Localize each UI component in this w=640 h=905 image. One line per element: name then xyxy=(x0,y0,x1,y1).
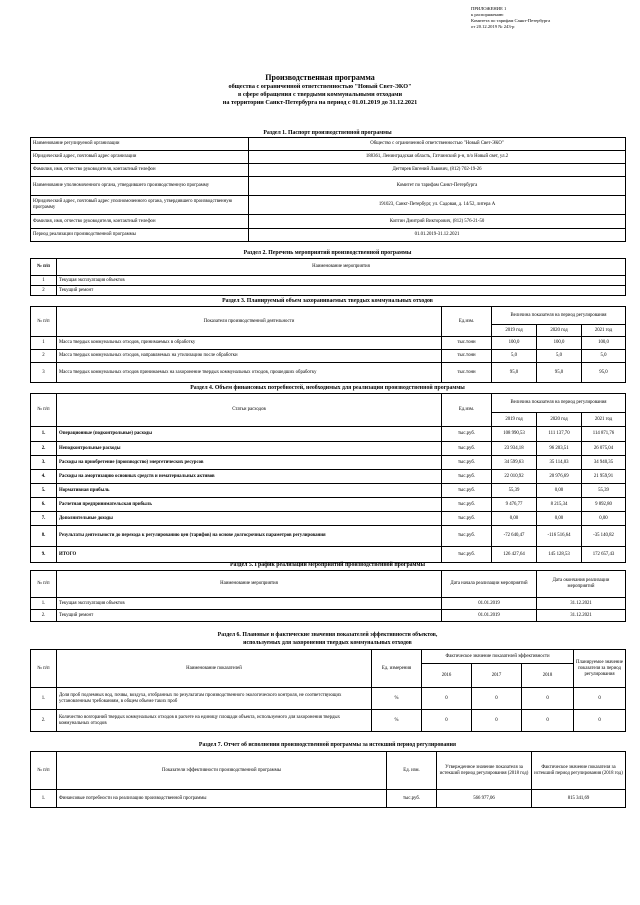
col-header-year: 2021 год xyxy=(582,413,626,427)
cell-name: Операционные (подконтрольные) расходы xyxy=(57,427,442,442)
cell-num: 3 xyxy=(31,363,57,383)
cell-num: 2 xyxy=(31,350,57,363)
cell-unit: тыс.руб. xyxy=(387,790,437,808)
col-header-unit: Ед. изм. xyxy=(387,752,437,790)
cell-start: 01.01.2019 xyxy=(442,598,537,610)
col-header-num: № п/п xyxy=(31,394,57,427)
title-main: Производственная программа xyxy=(265,73,375,82)
cell-num: 4. xyxy=(31,470,57,484)
cell-value: 566 977,06 xyxy=(437,790,532,808)
cell-unit: тыс.руб. xyxy=(442,427,492,442)
col-header-num: № п/п xyxy=(31,259,57,276)
cell-num: 6. xyxy=(31,498,57,512)
cell-num: 1. xyxy=(31,688,57,710)
cell-unit: тыс.руб. xyxy=(442,526,492,547)
title-line: на территории Санкт-Петербурга на период с 01.01.2019 до 31.12.2021 xyxy=(222,99,418,106)
row-value: Комитет по тарифам Санкт-Петербурга xyxy=(249,177,626,196)
col-header-group: Величина показателя на период регулирования xyxy=(492,394,626,413)
cell-name: ИТОГО xyxy=(57,547,442,563)
col-header-year: 2021 год xyxy=(582,325,626,337)
table-row xyxy=(31,710,626,732)
col-header-num: № п/п xyxy=(31,650,57,688)
col-header-unit: Ед. измерения xyxy=(372,650,422,688)
cell-name: Неподконтрольные расходы xyxy=(57,442,442,456)
cell-value: 100,0 xyxy=(492,337,537,350)
row-value: 191023, Санкт-Петербург, ул. Садовая, д. 14/52, литера А xyxy=(249,196,626,215)
cell-end: 31.12.2021 xyxy=(537,598,626,610)
col-header-plan: Планируемое значение показателя за период регулирования xyxy=(574,650,626,688)
row-value: 188361, Ленинградская область, Гатчинский р-н, п/о Новый свет, ул.2 xyxy=(249,151,626,164)
col-header-unit: Ед.изм. xyxy=(442,307,492,337)
title-line: общества с ограниченной ответственностью "Новый Свет-ЭКО" xyxy=(228,83,412,90)
cell-name: Дополнительные доходы xyxy=(57,512,442,526)
cell-value: -72 640,47 xyxy=(492,526,537,547)
row-label: Наименование уполномоченного органа, утвердившего производственную программу xyxy=(31,177,249,196)
row-label: Фамилия, имя, отчество руководителя, контактный телефон xyxy=(31,164,249,177)
row-value: Коптин Дмитрий Викторович, (812) 576-21-50 xyxy=(249,215,626,229)
col-header-num: № п/п xyxy=(31,752,57,790)
table-row xyxy=(31,790,626,808)
section-1-title: Раздел 1. Паспорт производственной программы xyxy=(263,130,392,136)
cell-num: 2. xyxy=(31,710,57,732)
cell-num: 7. xyxy=(31,512,57,526)
cell-name: Масса твердых коммунальных отходов, принимаемых в обработку xyxy=(57,337,442,350)
cell-value: 26 075,04 xyxy=(582,442,626,456)
row-label: Юридический адрес, почтовый адрес уполномоченного органа, утвердившего производственную программу xyxy=(31,196,249,215)
col-header-num: № п/п xyxy=(31,307,57,337)
cell-value: 95,0 xyxy=(492,363,537,383)
cell-value: 0 xyxy=(574,710,626,732)
col-header-year: 2019 год xyxy=(492,413,537,427)
cell-value: 55,39 xyxy=(582,484,626,498)
table-row xyxy=(31,363,626,383)
table-row xyxy=(31,177,626,196)
cell-value: 95,0 xyxy=(582,363,626,383)
cell-value: 23 934,18 xyxy=(492,442,537,456)
table-row xyxy=(31,427,626,442)
cell-unit: тыс.руб. xyxy=(442,484,492,498)
table-row xyxy=(31,484,626,498)
cell-unit: тыс.тонн xyxy=(442,363,492,383)
cell-value: 0 xyxy=(422,688,472,710)
row-value: 01.01.2019-31.12.2021 xyxy=(249,229,626,242)
table-row xyxy=(31,215,626,229)
cell-end: 31.12.2021 xyxy=(537,610,626,622)
cell-value: 96 203,51 xyxy=(537,442,582,456)
cell-value: 0,00 xyxy=(492,512,537,526)
cell-unit: % xyxy=(372,710,422,732)
row-label: Фамилия, имя, отчество руководителя, контактный телефон xyxy=(31,215,249,229)
col-header-name: Наименование мероприятия xyxy=(57,571,442,598)
cell-value: 111 137,70 xyxy=(537,427,582,442)
schedule-table xyxy=(30,570,626,622)
table-row xyxy=(31,196,626,215)
col-header-year: 2016 xyxy=(422,664,472,688)
cell-value: 0 xyxy=(472,710,522,732)
cell-unit: тыс.тонн xyxy=(442,350,492,363)
cell-value: 114 871,76 xyxy=(582,427,626,442)
cell-num: 2. xyxy=(31,610,57,622)
cell-num: 1 xyxy=(31,337,57,350)
col-header-name: Показатели эффективности производственной программы xyxy=(57,752,387,790)
col-header-end: Дата окончания реализации мероприятий xyxy=(537,571,626,598)
row-value: Дегтярев Евгений Львович, (812) 702-19-26 xyxy=(249,164,626,177)
table-row xyxy=(31,164,626,177)
cell-value: 34 940,35 xyxy=(582,456,626,470)
col-header-unit: Ед.изм. xyxy=(442,394,492,427)
cell-num: 2 xyxy=(31,286,57,296)
cell-name: Текущий ремонт xyxy=(57,286,626,296)
cell-value: 8 215,34 xyxy=(537,498,582,512)
table-row xyxy=(31,598,626,610)
cell-name: Финансовые потребности на реализацию производственной программы xyxy=(57,790,387,808)
col-header-group: Фактическое значение показателей эффективности xyxy=(422,650,574,664)
col-header-start: Дата начала реализации мероприятий xyxy=(442,571,537,598)
cell-num: 1. xyxy=(31,790,57,808)
cell-value: 0 xyxy=(522,688,574,710)
col-header-name: Наименование показателей xyxy=(57,650,372,688)
section-6-title: Раздел 6. Плановые и фактические значения показателей эффективности объектов, xyxy=(217,632,438,638)
table-row xyxy=(31,512,626,526)
cell-unit: тыс.руб. xyxy=(442,442,492,456)
cell-name: Доля проб подземных вод, почвы, воздуха, отобранных по результатам производственного экологического контроля, не соответствующих установленным требованиям, в общем объеме таких проб xyxy=(57,688,372,710)
col-header-actual: Фактическое значение показателя за истекший период регулирования (2018 год) xyxy=(532,752,626,790)
finance-table xyxy=(30,393,626,563)
volume-table xyxy=(30,306,626,383)
table-row xyxy=(31,442,626,456)
cell-num: 2. xyxy=(31,442,57,456)
cell-value: 815 341,69 xyxy=(532,790,626,808)
cell-value: 108 990,53 xyxy=(492,427,537,442)
section-7-title: Раздел 7. Отчет об исполнении производственной программы за истекший период регулирования xyxy=(198,742,457,748)
col-header-year: 2020 год xyxy=(537,413,582,427)
cell-name: Текущий ремонт xyxy=(57,610,442,622)
cell-value: 172 657,43 xyxy=(582,547,626,563)
table-row xyxy=(31,151,626,164)
cell-value: 100,0 xyxy=(537,337,582,350)
table-row xyxy=(31,526,626,547)
table-row xyxy=(31,229,626,242)
col-header-year: 2017 xyxy=(472,664,522,688)
measures-table xyxy=(30,258,626,296)
cell-num: 9. xyxy=(31,547,57,563)
section-3-title: Раздел 3. Планируемый объем захораниваемых твердых коммунальных отходов xyxy=(222,298,433,304)
cell-num: 1 xyxy=(31,276,57,286)
cell-value: 21 959,91 xyxy=(582,470,626,484)
cell-name: Нормативная прибыль xyxy=(57,484,442,498)
cell-unit: тыс.руб. xyxy=(442,547,492,563)
cell-value: 0,00 xyxy=(537,484,582,498)
section-2-title: Раздел 2. Перечень мероприятий производственной программы xyxy=(243,250,412,256)
table-row xyxy=(31,350,626,363)
cell-value: 126 427,64 xyxy=(492,547,537,563)
table-row xyxy=(31,337,626,350)
row-label: Период реализации производственной программы xyxy=(31,229,249,242)
col-header-year: 2020 год xyxy=(537,325,582,337)
cell-value: -116 516,64 xyxy=(537,526,582,547)
cell-value: 100,0 xyxy=(582,337,626,350)
cell-unit: тыс.руб. xyxy=(442,512,492,526)
cell-unit: тыс.руб. xyxy=(442,470,492,484)
cell-value: 5,0 xyxy=(492,350,537,363)
cell-name: Масса твердых коммунальных отходов, направляемых на утилизацию после обработки xyxy=(57,350,442,363)
cell-unit: тыс.руб. xyxy=(442,456,492,470)
cell-name: Масса твердых коммунальных отходов принимаемых на захоронение твердых коммунальных отходов, прошедших обработку xyxy=(57,363,442,383)
row-label: Наименование регулируемой организации xyxy=(31,138,249,151)
cell-start: 01.01.2019 xyxy=(442,610,537,622)
cell-name: Расходы на приобретение (производство) энергетических ресурсов xyxy=(57,456,442,470)
cell-value: 0 xyxy=(574,688,626,710)
section-4-title: Раздел 4. Объем финансовых потребностей, необходимых для реализации производственной программы xyxy=(190,385,465,391)
cell-value: 0 xyxy=(472,688,522,710)
col-header-year: 2018 xyxy=(522,664,574,688)
table-row xyxy=(31,456,626,470)
cell-value: -35 140,82 xyxy=(582,526,626,547)
document-title xyxy=(140,72,500,107)
col-header-name: Показатели производственной деятельности xyxy=(57,307,442,337)
section-5-title: Раздел 5. График реализации мероприятий производственной программы xyxy=(230,562,425,568)
efficiency-table xyxy=(30,649,626,732)
table-row xyxy=(31,286,626,296)
col-header-approved: Утвержденное значение показателя за истекший период регулирования (2018 год) xyxy=(437,752,532,790)
table-row xyxy=(31,688,626,710)
cell-num: 5. xyxy=(31,484,57,498)
cell-num: 1. xyxy=(31,427,57,442)
appendix-line: от 20.12.2019 № 243-р xyxy=(471,24,515,29)
appendix-line: к распоряжению xyxy=(471,12,504,17)
cell-name: Расчетная предпринимательская прибыль xyxy=(57,498,442,512)
cell-value: 22 010,92 xyxy=(492,470,537,484)
appendix-line: ПРИЛОЖЕНИЕ 1 xyxy=(471,6,507,11)
cell-value: 55,39 xyxy=(492,484,537,498)
col-header-year: 2019 год xyxy=(492,325,537,337)
cell-unit: % xyxy=(372,688,422,710)
cell-name: Текущая эксплуатация объектов xyxy=(57,276,626,286)
cell-unit: тыс.руб. xyxy=(442,498,492,512)
cell-value: 145 128,53 xyxy=(537,547,582,563)
cell-num: 3. xyxy=(31,456,57,470)
cell-num: 8. xyxy=(31,526,57,547)
cell-value: 5,0 xyxy=(537,350,582,363)
cell-value: 0,00 xyxy=(537,512,582,526)
cell-value: 20 976,69 xyxy=(537,470,582,484)
title-line: в сфере обращения с твердыми коммунальными отходами xyxy=(237,91,403,98)
row-label: Юридический адрес, почтовый адрес организации xyxy=(31,151,249,164)
table-row xyxy=(31,470,626,484)
cell-value: 0 xyxy=(522,710,574,732)
section-6-subtitle: используемых для захоронения твердых коммунальных отходов xyxy=(243,640,412,646)
cell-name: Текущая эксплуатация объектов xyxy=(57,598,442,610)
table-row xyxy=(31,138,626,151)
col-header-name: Статьи расходов xyxy=(57,394,442,427)
appendix-note xyxy=(471,6,636,30)
cell-value: 5,0 xyxy=(582,350,626,363)
cell-value: 0,00 xyxy=(582,512,626,526)
passport-table xyxy=(30,137,626,242)
table-row xyxy=(31,610,626,622)
row-value: Общество с ограниченной ответственностью "Новый Свет-ЭКО" xyxy=(249,138,626,151)
cell-value: 0 xyxy=(422,710,472,732)
col-header-num: № п/п xyxy=(31,571,57,598)
cell-value: 35 114,03 xyxy=(537,456,582,470)
cell-num: 1. xyxy=(31,598,57,610)
cell-name: Расходы на амортизацию основных средств и нематериальных активов xyxy=(57,470,442,484)
report-table xyxy=(30,751,626,808)
table-row xyxy=(31,498,626,512)
cell-unit: тыс.тонн xyxy=(442,337,492,350)
col-header-group: Величина показателя на период регулирования xyxy=(492,307,626,325)
cell-name: Количество возгораний твердых коммунальных отходов в расчете на единицу площади объекта, используемого для захоронения твердых коммунальных отходов xyxy=(57,710,372,732)
cell-value: 9 892,80 xyxy=(582,498,626,512)
table-row xyxy=(31,276,626,286)
cell-value: 34 599,63 xyxy=(492,456,537,470)
cell-name: Результаты деятельности до перехода к регулированию цен (тарифов) на основе долгосрочных параметров регулирования xyxy=(57,526,442,547)
cell-value: 9 476,77 xyxy=(492,498,537,512)
col-header-name: Наименование мероприятия xyxy=(57,259,626,276)
appendix-line: Комитета по тарифам Санкт-Петербурга xyxy=(471,18,551,23)
cell-value: 95,0 xyxy=(537,363,582,383)
